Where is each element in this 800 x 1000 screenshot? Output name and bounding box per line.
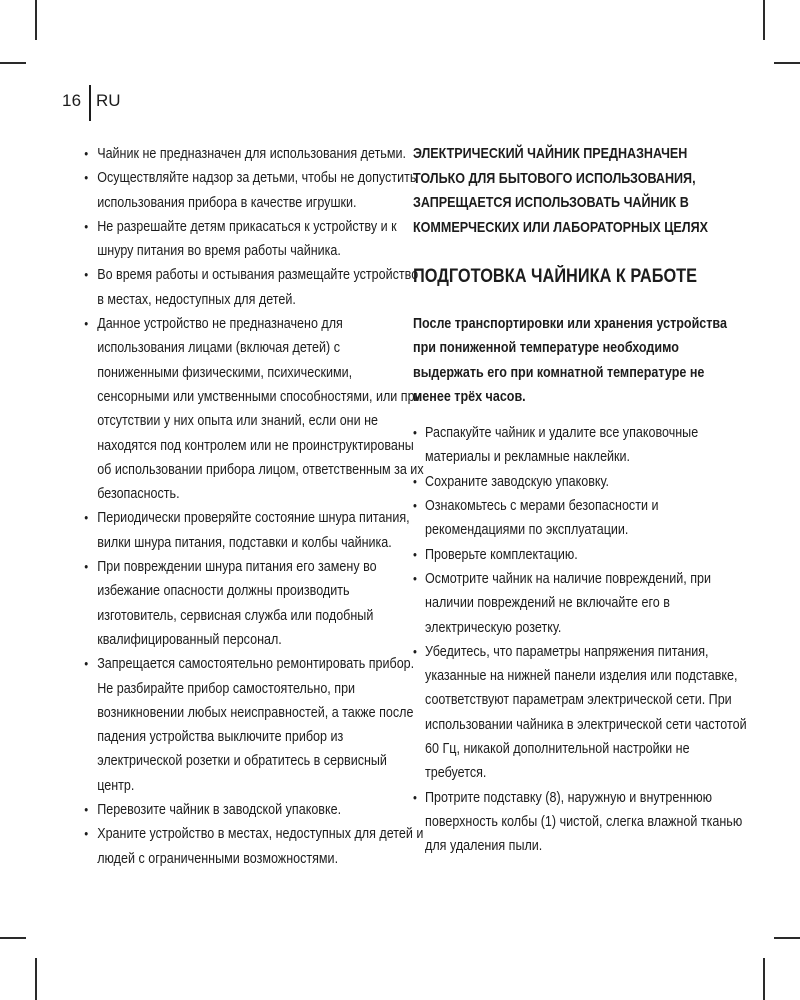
crop-mark-bottom-left-v	[35, 958, 37, 1000]
list-item: • Запрещается самостоятельно ремонтировать прибор. Не разбирайте прибор самостоятельно, при возникновении любых неисправностей, а также после падения устройства выключите прибор из электрической розетки и обратитесь в сервисный центр.	[80, 652, 424, 798]
list-item: • Убедитесь, что параметры напряжения питания, указанные на нижней панели изделия или подставке, соответствуют параметрам электрической сети. При использовании чайника в электрической сети частотой 60 Гц, никакой дополнительной настройки не требуется.	[413, 640, 754, 786]
list-item: • Данное устройство не предназначено для использования лицами (включая детей) с пониженными физическими, психическими, сенсорными или умственными способностями, или при отсутствии у них опыта или знаний, если они не находятся под контролем или не проинструктированы об использовании прибора лицом, ответственным за их безопасность.	[80, 312, 424, 506]
crop-mark-top-left-v	[35, 0, 37, 40]
list-item: • Ознакомьтесь с мерами безопасности и рекомендациями по эксплуатации.	[413, 494, 754, 543]
usage-notice: ЭЛЕКТРИЧЕСКИЙ ЧАЙНИК ПРЕДНАЗНАЧЕН ТОЛЬКО ДЛЯ БЫТОВОГО ИСПОЛЬЗОВАНИЯ, ЗАПРЕЩАЕТСЯ ИСПОЛЬЗОВАТЬ ЧАЙНИК В КОММЕРЧЕСКИХ ИЛИ ЛАБОРАТОРНЫХ ЦЕЛЯХ	[413, 146, 709, 236]
crop-mark-top-right-h	[774, 62, 800, 64]
list-item: • Осмотрите чайник на наличие повреждений, при наличии повреждений не включайте его в электрическую розетку.	[413, 567, 754, 640]
left-column	[80, 142, 424, 871]
list-item: • Во время работы и остывания размещайте устройство в местах, недоступных для детей.	[80, 263, 424, 312]
safety-list	[80, 142, 424, 871]
list-item: • Проверьте комплектацию.	[413, 543, 754, 567]
list-item: • Чайник не предназначен для использования детьми.	[80, 142, 424, 166]
list-item: • Сохраните заводскую упаковку.	[413, 470, 754, 494]
list-item: • Распакуйте чайник и удалите все упаковочные материалы и рекламные наклейки.	[413, 421, 754, 470]
list-item: • Периодически проверяйте состояние шнура питания, вилки шнура питания, подставки и колбы чайника.	[80, 506, 424, 555]
crop-mark-bottom-left-h	[0, 937, 26, 939]
list-item: • Перевозите чайник в заводской упаковке.	[80, 798, 424, 822]
crop-mark-top-right-v	[763, 0, 765, 40]
list-item: • При повреждении шнура питания его замену во избежание опасности должны производить изготовитель, сервисная служба или подобный квалифицированный персонал.	[80, 555, 424, 652]
header-divider	[89, 85, 91, 121]
right-column	[413, 142, 747, 859]
section-title: ПОДГОТОВКА ЧАЙНИКА К РАБОТЕ	[413, 266, 698, 287]
crop-mark-bottom-right-h	[774, 937, 800, 939]
preparation-list	[413, 421, 747, 858]
crop-mark-top-left-h	[0, 62, 26, 64]
language-code: RU	[96, 91, 121, 110]
crop-mark-bottom-right-v	[763, 958, 765, 1000]
section-intro: После транспортировки или хранения устройства при пониженной температуре необходимо выдержать его при комнатной температуре не менее трёх часов.	[413, 316, 727, 405]
list-item: • Храните устройство в местах, недоступных для детей и людей с ограниченными возможностями.	[80, 822, 424, 871]
list-item: • Осуществляйте надзор за детьми, чтобы не допустить использования прибора в качестве игрушки.	[80, 166, 424, 215]
list-item: • Не разрешайте детям прикасаться к устройству и к шнуру питания во время работы чайника.	[80, 215, 424, 264]
page-number: 16	[62, 91, 82, 110]
list-item: • Протрите подставку (8), наружную и внутреннюю поверхность колбы (1) чистой, слегка влажной тканью для удаления пыли.	[413, 786, 754, 859]
